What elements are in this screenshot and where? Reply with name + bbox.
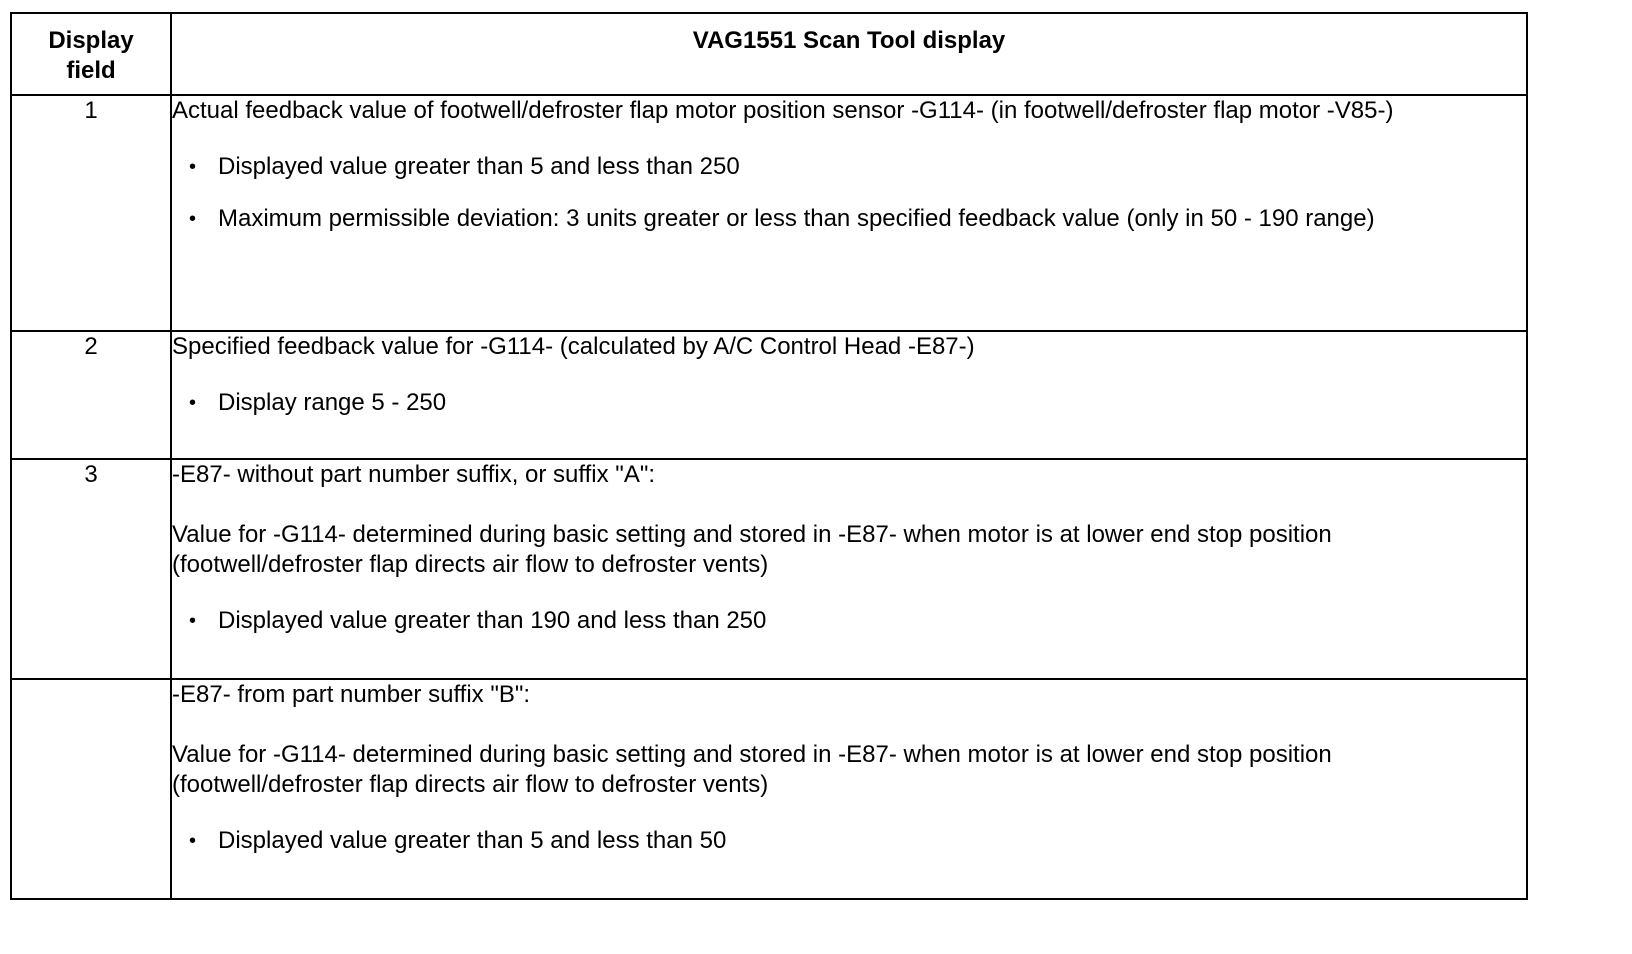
display-field-description xyxy=(171,679,1527,899)
bullet-dot-icon: • xyxy=(189,392,197,414)
bullet-dot-icon: • xyxy=(189,610,197,632)
bullet-list xyxy=(172,606,1526,636)
bullet-item xyxy=(172,388,1526,418)
description-paragraph: Actual feedback value of footwell/defroster flap motor position sensor -G114- (in footwell/defroster flap motor -V85-) xyxy=(172,97,1394,124)
table-row xyxy=(11,95,1527,331)
header-display-field xyxy=(11,13,171,95)
display-field-description xyxy=(171,331,1527,459)
bullet-text: Display range 5 - 250 xyxy=(218,389,447,416)
bullet-text: Maximum permissible deviation: 3 units greater or less than specified feedback value (only in 50 - 190 range) xyxy=(218,205,1375,232)
header-row xyxy=(11,13,1527,95)
bullet-item xyxy=(172,606,1526,636)
display-field-description xyxy=(171,95,1527,331)
display-field-number xyxy=(11,679,171,899)
description-paragraph: Value for -G114- determined during basic setting and stored in -E87- when motor is at lower end stop position (footwell/defroster flap directs air flow to defroster vents) xyxy=(172,741,1332,798)
table-row xyxy=(11,331,1527,459)
bullet-text: Displayed value greater than 5 and less than 50 xyxy=(218,827,727,854)
bullet-dot-icon: • xyxy=(189,156,197,178)
header-scan-tool-display xyxy=(171,13,1527,95)
bullet-item xyxy=(172,826,1526,856)
bullet-list xyxy=(172,152,1526,234)
description-paragraph: Specified feedback value for -G114- (calculated by A/C Control Head -E87-) xyxy=(172,333,975,360)
header-display-field-label: Display field xyxy=(48,27,134,84)
description-paragraph: -E87- from part number suffix "B": xyxy=(172,681,531,708)
description-paragraph: Value for -G114- determined during basic setting and stored in -E87- when motor is at lower end stop position (footwell/defroster flap directs air flow to defroster vents) xyxy=(172,521,1332,578)
display-field-description xyxy=(171,459,1527,679)
scan-tool-display-table xyxy=(10,12,1528,900)
display-field-number: 2 xyxy=(11,331,171,459)
bullet-list xyxy=(172,388,1526,418)
bullet-item xyxy=(172,152,1526,182)
display-field-number: 1 xyxy=(11,95,171,331)
description-paragraph: -E87- without part number suffix, or suffix "A": xyxy=(172,461,656,488)
table-row xyxy=(11,459,1527,679)
bullet-text: Displayed value greater than 190 and less than 250 xyxy=(218,607,767,634)
bullet-list xyxy=(172,826,1526,856)
bullet-text: Displayed value greater than 5 and less than 250 xyxy=(218,153,740,180)
table-row xyxy=(11,679,1527,899)
bullet-dot-icon: • xyxy=(189,830,197,852)
bullet-dot-icon: • xyxy=(189,208,197,230)
bullet-item xyxy=(172,204,1526,234)
header-scan-tool-display-label: VAG1551 Scan Tool display xyxy=(692,27,1006,54)
display-field-number: 3 xyxy=(11,459,171,679)
